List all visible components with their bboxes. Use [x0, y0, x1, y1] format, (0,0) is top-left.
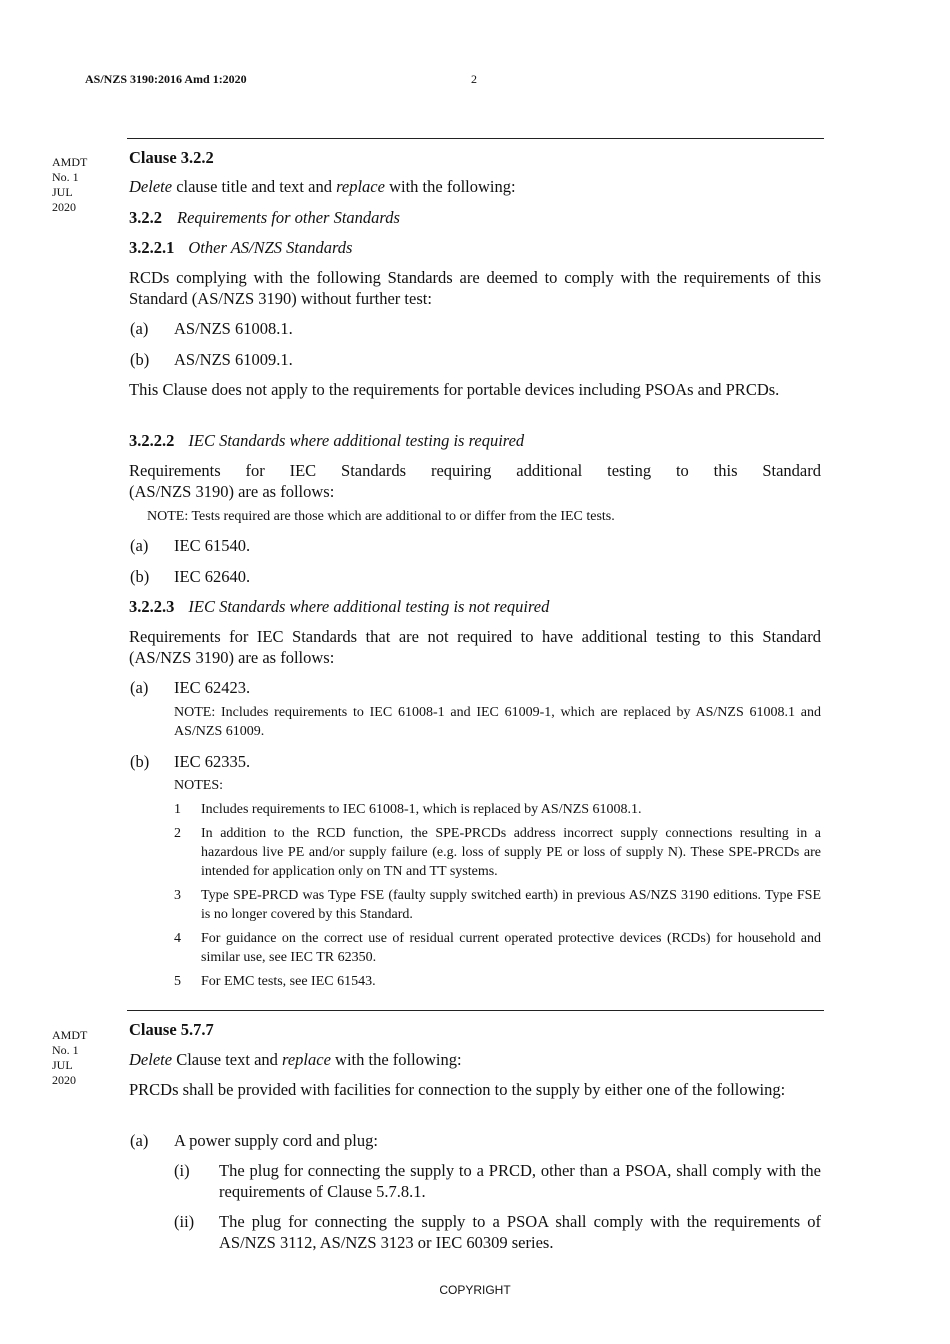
copyright-footer: COPYRIGHT: [439, 1283, 511, 1297]
amendment-month: JUL: [52, 1058, 73, 1072]
clause-heading: Clause 3.2.2: [129, 148, 214, 167]
note-number: 4: [174, 931, 181, 946]
amendment-year: 2020: [52, 1073, 76, 1087]
note-text: For EMC tests, see IEC 61543.: [201, 974, 376, 989]
note: NOTE: Includes requirements to IEC 61008-1 and IEC 61009-1, which are replaced by AS/NZS 61008.1 and AS/NZS 61009.: [174, 705, 821, 739]
list-item-label: (a): [130, 1131, 149, 1150]
document-code: AS/NZS 3190:2016 Amd 1:2020: [85, 72, 247, 86]
list-item-text: IEC 62335.: [174, 752, 251, 771]
amendment-marker: [52, 155, 87, 215]
amendment-number: No. 1: [52, 170, 79, 184]
list-item-label: (b): [130, 567, 150, 586]
list-item-text: IEC 61540.: [174, 536, 251, 555]
list-item-label: (a): [130, 678, 149, 697]
paragraph: This Clause does not apply to the requirements for portable devices including PSOAs and PRCDs.: [129, 380, 780, 399]
note-text: Type SPE-PRCD was Type FSE (faulty supply switched earth) in previous AS/NZS 3190 editions. Type FSE is no longer covered by this Standard.: [201, 888, 821, 922]
clause-instruction: Delete clause title and text and replace with the following:: [129, 177, 516, 196]
amendment-label: AMDT: [52, 155, 88, 169]
sublist-item-label: (i): [174, 1161, 190, 1180]
clause-heading: Clause 5.7.7: [129, 1020, 214, 1039]
subclause-heading: 3.2.2 Requirements for other Standards: [129, 208, 400, 227]
note: NOTE: Tests required are those which are additional to or differ from the IEC tests.: [147, 509, 615, 524]
list-item-text: IEC 62423.: [174, 678, 251, 697]
note-number: 5: [174, 974, 181, 989]
sublist-item-text: The plug for connecting the supply to a PRCD, other than a PSOA, shall comply with the requirements of Clause 5.7.8.1.: [219, 1161, 821, 1201]
notes-heading: NOTES:: [174, 778, 223, 793]
note-text: For guidance on the correct use of residual current operated protective devices (RCDs) for household and similar use, see IEC TR 62350.: [201, 931, 821, 965]
page-number: 2: [471, 72, 477, 86]
list-item-label: (b): [130, 350, 150, 369]
paragraph: PRCDs shall be provided with facilities for connection to the supply by either one of the following:: [129, 1080, 786, 1099]
list-item-text: IEC 62640.: [174, 567, 251, 586]
subclause-heading: 3.2.2.1 Other AS/NZS Standards: [129, 238, 353, 257]
note-text: In addition to the RCD function, the SPE-PRCDs address incorrect supply connections resulting in a hazardous live PE and/or supply failure (e.g. loss of supply PE or loss of supply N). These SPE-PRCDs are intended for application only on TN and TT systems.: [201, 826, 821, 879]
list-item-text: AS/NZS 61009.1.: [174, 350, 293, 369]
clause-instruction: Delete Clause text and replace with the following:: [129, 1050, 462, 1069]
amendment-year: 2020: [52, 200, 76, 214]
note-number: 2: [174, 826, 181, 841]
list-item-label: (a): [130, 319, 149, 338]
list-item-label: (a): [130, 536, 149, 555]
paragraph-line: Requirements for IEC Standards requiring additional testing to this Standard: [129, 461, 821, 480]
sublist-item-label: (ii): [174, 1212, 195, 1231]
paragraph-line: (AS/NZS 3190) are as follows:: [129, 482, 335, 501]
amendment-label: AMDT: [52, 1028, 88, 1042]
amendment-number: No. 1: [52, 1043, 79, 1057]
list-item-text: AS/NZS 61008.1.: [174, 319, 293, 338]
list-item-text: A power supply cord and plug:: [174, 1131, 378, 1150]
amendment-marker: [52, 1028, 87, 1088]
subclause-heading: 3.2.2.3 IEC Standards where additional testing is not required: [129, 597, 550, 616]
paragraph: RCDs complying with the following Standards are deemed to comply with the requirements of this Standard (AS/NZS 3190) without further test:: [129, 268, 821, 308]
note-number: 3: [174, 888, 181, 903]
note-text: Includes requirements to IEC 61008-1, which is replaced by AS/NZS 61008.1.: [201, 802, 642, 817]
paragraph: Requirements for IEC Standards that are not required to have additional testing to this Standard (AS/NZS 3190) are as follows:: [129, 627, 821, 667]
section-divider: [127, 138, 824, 139]
subclause-heading: 3.2.2.2 IEC Standards where additional testing is required: [129, 431, 525, 450]
sublist-item-text: The plug for connecting the supply to a PSOA shall comply with the requirements of AS/NZS 3112, AS/NZS 3123 or IEC 60309 series.: [219, 1212, 821, 1252]
note-number: 1: [174, 802, 181, 817]
amendment-month: JUL: [52, 185, 73, 199]
list-item-label: (b): [130, 752, 150, 771]
section-divider: [127, 1010, 824, 1011]
